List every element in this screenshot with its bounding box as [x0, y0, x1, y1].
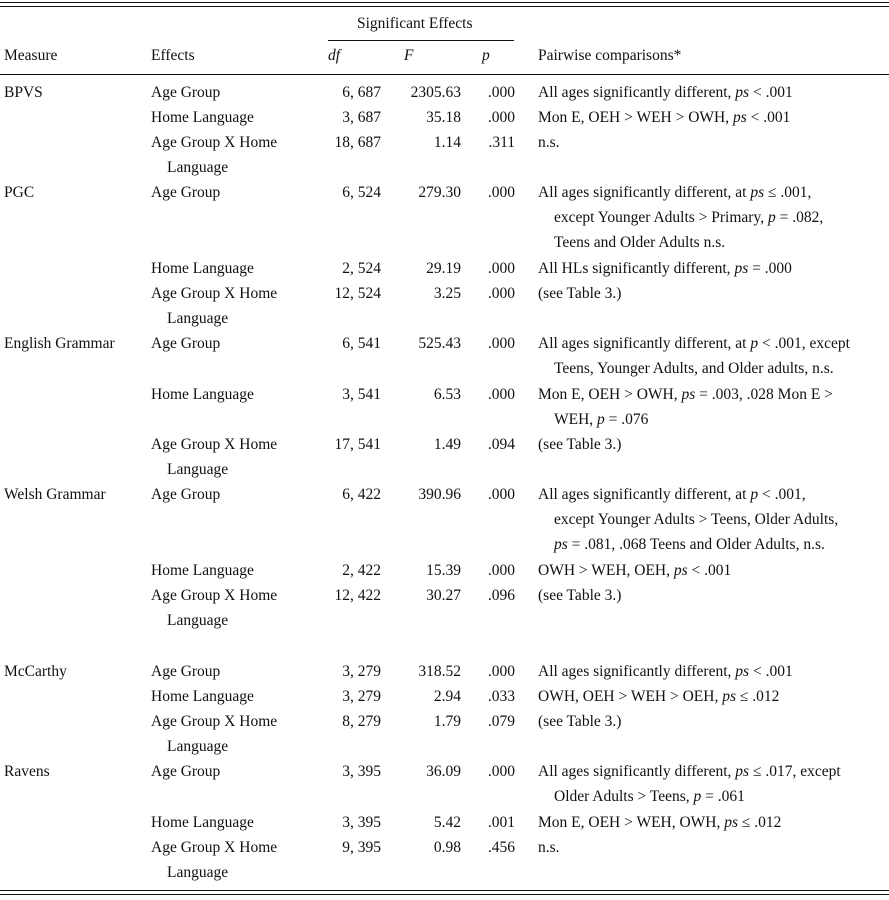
header-df: df — [328, 47, 341, 64]
row-effect: Age Group X Home — [151, 713, 278, 730]
bottom-rule-inner — [0, 894, 889, 895]
row-df: 3, 395 — [342, 814, 381, 831]
row-p: .456 — [487, 839, 515, 856]
group-underline — [328, 40, 514, 41]
row-effect: Language — [167, 310, 229, 327]
row-df: 9, 395 — [342, 839, 381, 856]
row-df: 2, 422 — [342, 562, 381, 579]
row-df: 3, 395 — [342, 763, 381, 780]
row-df: 18, 687 — [334, 134, 381, 151]
row-df: 12, 524 — [334, 285, 381, 302]
row-pairwise: All ages significantly different, ps ≤ .017, except — [538, 763, 841, 780]
row-effect: Home Language — [151, 386, 254, 403]
row-df: 6, 524 — [342, 184, 381, 201]
top-rule — [0, 2, 889, 3]
row-f: 5.42 — [433, 814, 461, 831]
row-p: .000 — [487, 84, 515, 101]
row-f: 2305.63 — [410, 84, 461, 101]
row-effect: Age Group — [151, 335, 221, 352]
bottom-rule — [0, 890, 889, 891]
row-f: 29.19 — [426, 260, 461, 277]
row-pairwise: except Younger Adults > Teens, Older Adults, — [554, 511, 839, 528]
row-effect: Home Language — [151, 109, 254, 126]
row-df: 12, 422 — [334, 587, 381, 604]
row-measure: BPVS — [4, 84, 43, 101]
row-f: 36.09 — [426, 763, 461, 780]
row-pairwise: All ages significantly different, at ps ≤ .001, — [538, 184, 812, 201]
row-df: 3, 687 — [342, 109, 381, 126]
row-pairwise: (see Table 3.) — [538, 587, 622, 604]
row-effect: Home Language — [151, 688, 254, 705]
row-effect: Age Group — [151, 184, 221, 201]
row-p: .000 — [487, 285, 515, 302]
row-pairwise: n.s. — [538, 839, 560, 856]
row-pairwise: OWH, OEH > WEH > OEH, ps ≤ .012 — [538, 688, 780, 705]
row-df: 6, 541 — [342, 335, 381, 352]
row-pairwise: All ages significantly different, ps < .001 — [538, 663, 793, 680]
row-measure: Welsh Grammar — [4, 486, 106, 503]
row-f: 279.30 — [418, 184, 461, 201]
row-df: 3, 279 — [342, 688, 381, 705]
row-effect: Language — [167, 461, 229, 478]
row-p: .000 — [487, 260, 515, 277]
row-df: 3, 541 — [342, 386, 381, 403]
header-pairwise: Pairwise comparisons* — [538, 47, 682, 64]
row-p: .094 — [487, 436, 515, 453]
row-f: 0.98 — [433, 839, 461, 856]
row-pairwise: ps = .081, .068 Teens and Older Adults, n.s. — [554, 536, 825, 553]
row-pairwise: Teens and Older Adults n.s. — [554, 234, 726, 251]
row-p: .033 — [487, 688, 515, 705]
row-p: .000 — [487, 663, 515, 680]
row-pairwise: (see Table 3.) — [538, 713, 622, 730]
row-effect: Age Group X Home — [151, 839, 278, 856]
row-df: 3, 279 — [342, 663, 381, 680]
row-effect: Language — [167, 159, 229, 176]
row-pairwise: OWH > WEH, OEH, ps < .001 — [538, 562, 732, 579]
row-measure: Ravens — [4, 763, 50, 780]
row-p: .000 — [487, 386, 515, 403]
header-effects: Effects — [151, 47, 195, 64]
row-p: .000 — [487, 335, 515, 352]
row-df: 2, 524 — [342, 260, 381, 277]
row-df: 6, 422 — [342, 486, 381, 503]
row-pairwise: Older Adults > Teens, p = .061 — [554, 788, 745, 805]
top-rule-inner — [0, 6, 889, 7]
row-pairwise: All HLs significantly different, ps = .000 — [538, 260, 792, 277]
row-effect: Age Group X Home — [151, 134, 278, 151]
row-pairwise: n.s. — [538, 134, 560, 151]
row-effect: Home Language — [151, 260, 254, 277]
row-effect: Age Group X Home — [151, 436, 278, 453]
row-p: .096 — [487, 587, 515, 604]
row-effect: Home Language — [151, 814, 254, 831]
row-f: 35.18 — [426, 109, 461, 126]
row-p: .000 — [487, 184, 515, 201]
row-measure: McCarthy — [4, 663, 67, 680]
row-pairwise: Mon E, OEH > WEH > OWH, ps < .001 — [538, 109, 791, 126]
row-p: .000 — [487, 486, 515, 503]
row-f: 525.43 — [418, 335, 461, 352]
header-rule — [0, 74, 889, 75]
header-group-label: Significant Effects — [357, 15, 473, 32]
row-effect: Age Group X Home — [151, 285, 278, 302]
row-pairwise: (see Table 3.) — [538, 285, 622, 302]
row-pairwise: Mon E, OEH > WEH, OWH, ps ≤ .012 — [538, 814, 782, 831]
row-f: 30.27 — [426, 587, 461, 604]
row-effect: Age Group X Home — [151, 587, 278, 604]
row-measure: PGC — [4, 184, 35, 201]
row-f: 3.25 — [433, 285, 461, 302]
row-pairwise: Mon E, OEH > OWH, ps = .003, .028 Mon E > — [538, 386, 833, 403]
row-f: 6.53 — [433, 386, 461, 403]
row-measure: English Grammar — [4, 335, 115, 352]
row-pairwise: except Younger Adults > Primary, p = .082, — [554, 209, 824, 226]
row-f: 15.39 — [426, 562, 461, 579]
row-effect: Home Language — [151, 562, 254, 579]
row-f: 1.14 — [433, 134, 461, 151]
row-p: .000 — [487, 109, 515, 126]
row-pairwise: Teens, Younger Adults, and Older adults, n.s. — [554, 360, 834, 377]
header-f: F — [404, 47, 414, 64]
row-p: .000 — [487, 562, 515, 579]
row-pairwise: All ages significantly different, at p < .001, except — [538, 335, 850, 352]
row-f: 1.49 — [433, 436, 461, 453]
row-effect: Language — [167, 864, 229, 881]
row-p: .000 — [487, 763, 515, 780]
row-effect: Age Group — [151, 763, 221, 780]
row-p: .311 — [488, 134, 515, 151]
row-df: 8, 279 — [342, 713, 381, 730]
row-df: 6, 687 — [342, 84, 381, 101]
header-measure: Measure — [4, 47, 58, 64]
row-pairwise: All ages significantly different, ps < .001 — [538, 84, 793, 101]
row-pairwise: (see Table 3.) — [538, 436, 622, 453]
row-effect: Age Group — [151, 84, 221, 101]
row-effect: Language — [167, 738, 229, 755]
row-df: 17, 541 — [334, 436, 381, 453]
row-p: .079 — [487, 713, 515, 730]
row-effect: Age Group — [151, 663, 221, 680]
row-p: .001 — [487, 814, 515, 831]
row-effect: Language — [167, 612, 229, 629]
row-pairwise: WEH, p = .076 — [554, 411, 649, 428]
row-effect: Age Group — [151, 486, 221, 503]
row-f: 2.94 — [433, 688, 461, 705]
header-p: p — [482, 47, 490, 64]
row-f: 318.52 — [418, 663, 461, 680]
row-f: 1.79 — [433, 713, 461, 730]
row-pairwise: All ages significantly different, at p < .001, — [538, 486, 806, 503]
row-f: 390.96 — [418, 486, 461, 503]
